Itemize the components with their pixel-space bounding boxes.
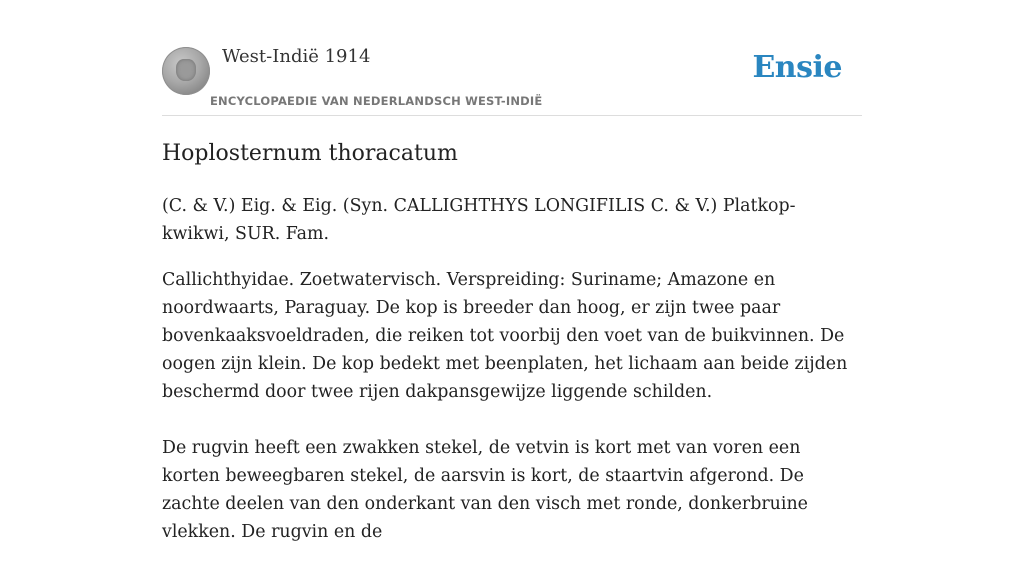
book-cover-avatar[interactable] <box>162 47 210 95</box>
article-paragraph: De rugvin heeft een zwakken stekel, de vetvin is kort met van voren een korten beweegbaren stekel, de aarsvin is kort, de staartvin afgerond. De zachte deelen van den onderkant van den visch met ronde, donkerbruine vlekken. De rugvin en de <box>162 438 808 542</box>
page-header <box>162 40 862 116</box>
article-title: Hoplosternum thoracatum <box>162 141 458 166</box>
ensie-logo-link[interactable]: Ensie <box>752 50 842 85</box>
article-paragraph: (C. & V.) Eig. & Eig. (Syn. CALLIGHTHYS LONGIFILIS C. & V.) Platkop-kwikwi, SUR. Fam. <box>162 196 796 244</box>
article-content <box>162 138 862 564</box>
book-title[interactable]: West-Indië 1914 <box>222 46 371 67</box>
book-subtitle: ENCYCLOPAEDIE VAN NEDERLANDSCH WEST-INDIË <box>210 94 543 108</box>
article-paragraph: Callichthyidae. Zoetwatervisch. Verspreiding: Suriname; Amazone en noordwaarts, Paraguay. De kop is breeder dan hoog, er zijn twee paar bovenkaaksvoeldraden, die reiken tot voorbij den voet van de buikvinnen. De oogen zijn klein. De kop bedekt met beenplaten, het lichaam aan beide zijden beschermd door twee rijen dakpansgewijze liggende schilden. <box>162 270 848 402</box>
